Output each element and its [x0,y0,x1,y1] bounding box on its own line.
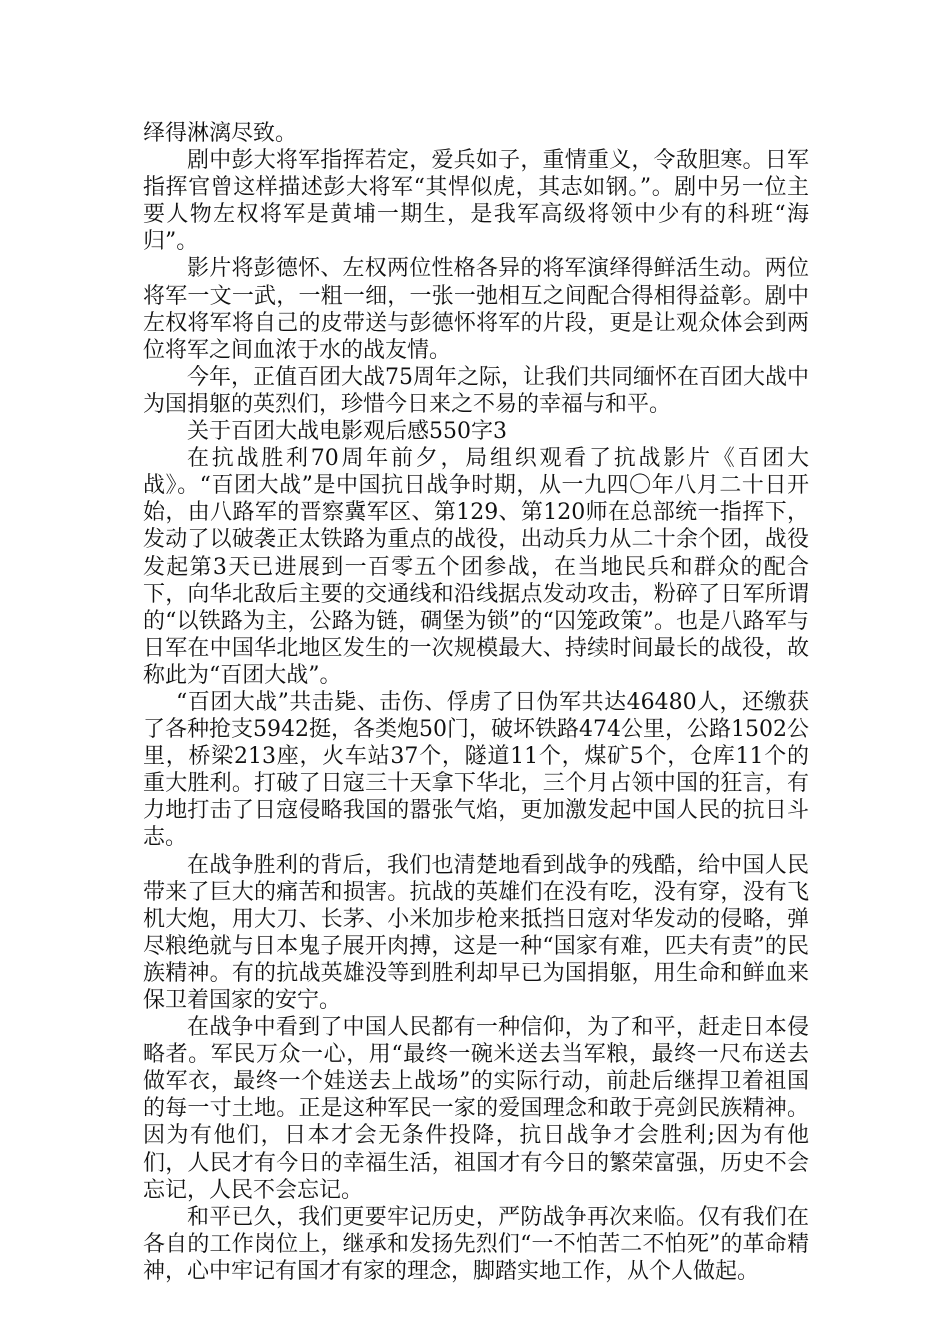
paragraph-two-generals: 影片将彭德怀、左权两位性格各异的将军演绎得鲜活生动。两位将军一文一武，一粗一细，一张一弛相互之间配合得相得益彰。剧中左权将军将自己的皮带送与彭德怀将军的片段，更是让观众体会到两位将军之间血浓于水的战友情。 [143,256,809,363]
paragraph-battle-results: “百团大战”共击毙、击伤、俘虏了日伪军共达46480人，还缴获了各种抢支5942挺，各类炮50门，破坏铁路474公里，公路1502公里，桥梁213座，火车站37个，隧道11个，煤矿5个，仓库11个的重大胜利。打破了日寇三十天拿下华北，三个月占领中国的狂言，有力地打击了日寇侵略我国的嚣张气焰，更加激发起中国人民的抗日斗志。 [143,689,809,851]
paragraph-continuation: 绎得淋漓尽致。 [143,121,298,146]
paragraph-conclusion: 和平已久，我们更要牢记历史，严防战争再次来临。仅有我们在各自的工作岗位上，继承和发扬先烈们“一不怕苦二不怕死”的革命精神，心中牢记有国才有家的理念，脚踏实地工作，从个人做起。 [143,1204,809,1284]
paragraph-peng-dehuai: 剧中彭大将军指挥若定，爱兵如子，重情重义，令敌胆寒。日军指挥官曾这样描述彭大将军“其悍似虎，其志如钢。”。剧中另一位主要人物左权将军是黄埔一期生，是我军高级将领中少有的科班“海归”。 [143,148,809,255]
article-body [143,120,809,1285]
section-heading: 关于百团大战电影观后感550字3 [187,419,507,445]
paragraph-anniversary: 今年，正值百团大战75周年之际，让我们共同缅怀在百团大战中为国捐躯的英烈们，珍惜今日来之不易的幸福与和平。 [143,364,809,417]
paragraph-faith: 在战争中看到了中国人民都有一种信仰，为了和平，赶走日本侵略者。军民万众一心，用“最终一碗米送去当军粮，最终一尺布送去做军衣，最终一个娃送去上战场”的实际行动，前赴后继捍卫着祖国的每一寸土地。正是这种军民一家的爱国理念和敢于亮剑民族精神。因为有他们，日本才会无条件投降，抗日战争才会胜利;因为有他们，人民才有今日的幸福生活，祖国才有今日的繁荣富强，历史不会忘记，人民不会忘记。 [143,1015,809,1203]
paragraph-battle-intro: 在抗战胜利70周年前夕，局组织观看了抗战影片《百团大战》。“百团大战”是中国抗日战争时期，从一九四〇年八月二十日开始，由八路军的晋察冀军区、第129、第120师在总部统一指挥下，发动了以破袭正太铁路为重点的战役，出动兵力从二十余个团，战役发起第3天已进展到一百零五个团参战，在当地民兵和群众的配合下，向华北敌后主要的交通线和沿线据点发动攻击，粉碎了日军所谓的“以铁路为主，公路为链，碉堡为锁”的“囚笼政策”。也是八路军与日军在中国华北地区发生的一次规模最大、持续时间最长的战役，故称此为“百团大战”。 [143,446,809,688]
paragraph-war-cruelty: 在战争胜利的背后，我们也清楚地看到战争的残酷，给中国人民带来了巨大的痛苦和损害。抗战的英雄们在没有吃，没有穿，没有飞机大炮，用大刀、长茅、小米加步枪来抵挡日寇对华发动的侵略，弹尽粮绝就与日本鬼子展开肉搏，这是一种“国家有难，匹夫有责”的民族精神。有的抗战英雄没等到胜利却早已为国捐躯，用生命和鲜血来保卫着国家的安宁。 [143,852,809,1013]
